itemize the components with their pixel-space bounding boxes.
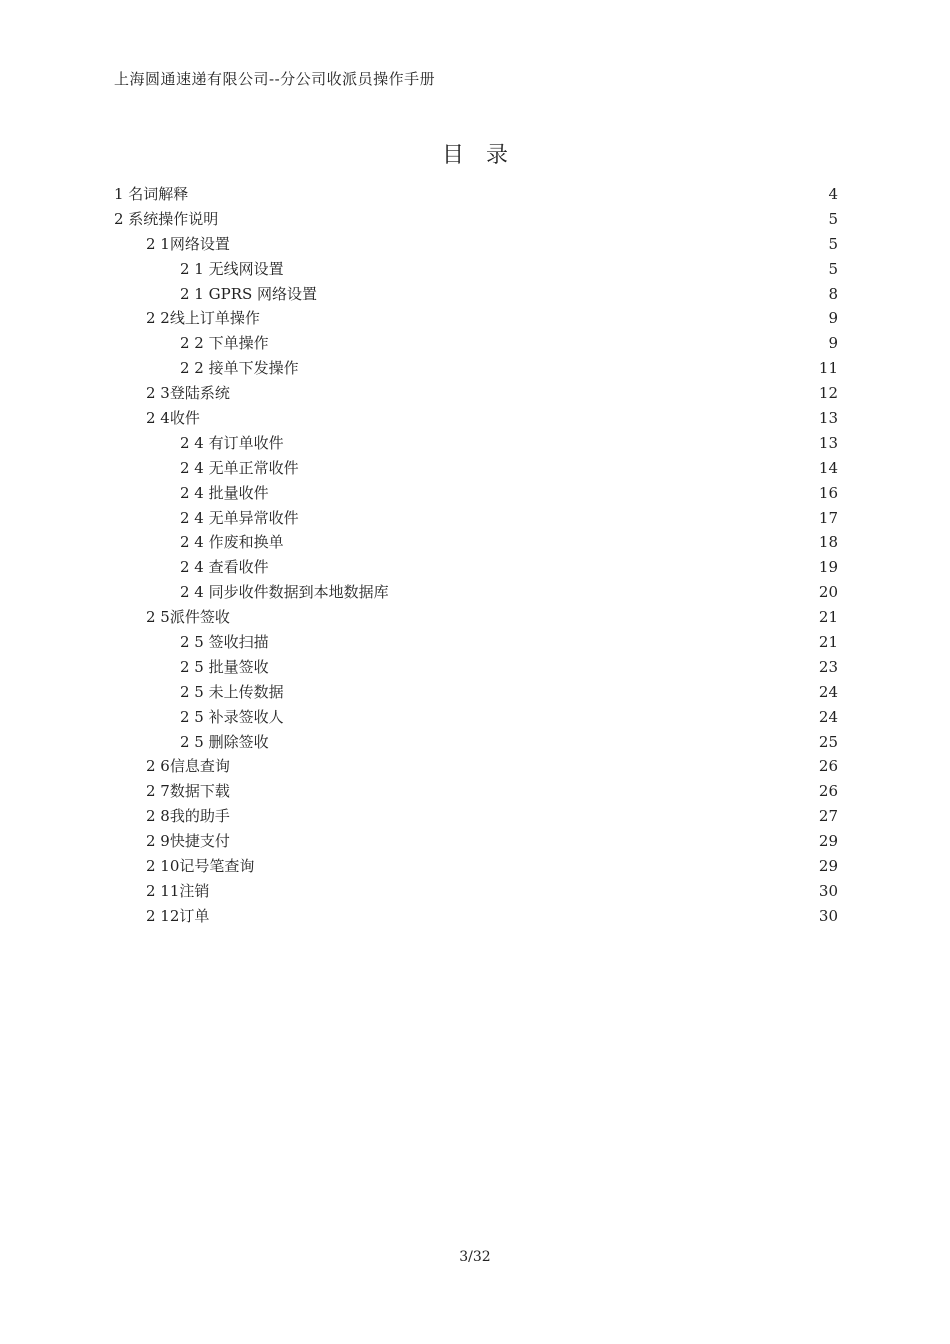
toc-entry[interactable]	[114, 806, 838, 831]
page-title: 目 录	[441, 143, 508, 168]
toc-entry[interactable]	[114, 682, 838, 707]
toc-entry-label: 2 6信息查询	[146, 757, 230, 776]
toc-entry-label: 2 4 查看收件	[180, 558, 269, 577]
toc-entry-label: 2 1网络设置	[146, 234, 230, 253]
toc-entry-page: 11	[818, 359, 838, 378]
toc-entry[interactable]	[114, 259, 838, 284]
toc-entry-page: 21	[818, 608, 838, 627]
toc-entry[interactable]	[114, 333, 838, 358]
toc-entry-page: 29	[818, 857, 838, 876]
toc-entry[interactable]	[114, 184, 838, 209]
toc-entry-page: 14	[818, 458, 838, 477]
toc-entry-label: 2 2 下单操作	[180, 334, 269, 353]
toc-entry-page: 27	[818, 807, 838, 826]
toc-entry-label: 2 10记号笔查询	[146, 857, 255, 876]
toc-entry-label: 2 3登陆系统	[146, 384, 230, 403]
toc-entry-label: 2 5 签收扫描	[180, 633, 269, 652]
toc-entry-label: 2 1 GPRS 网络设置	[180, 284, 318, 303]
toc-entry-page: 24	[818, 707, 838, 726]
toc-entry-label: 2 4 无单正常收件	[180, 458, 299, 477]
toc-entry-label: 2 8我的助手	[146, 807, 230, 826]
toc-entry-page: 13	[818, 433, 838, 452]
toc-entry-page: 16	[818, 483, 838, 502]
toc-entry-page: 5	[828, 259, 838, 278]
toc-entry[interactable]	[114, 632, 838, 657]
toc-entry-page: 30	[818, 881, 838, 900]
toc-entry[interactable]	[114, 881, 838, 906]
toc-entry[interactable]	[114, 209, 838, 234]
toc-entry[interactable]	[114, 607, 838, 632]
toc-entry-label: 2 4 无单异常收件	[180, 508, 299, 527]
toc-entry-label: 2 4 批量收件	[180, 483, 269, 502]
toc-entry-page: 24	[818, 682, 838, 701]
toc-entry-page: 25	[818, 732, 838, 751]
toc-entry-label: 2 5派件签收	[146, 608, 230, 627]
toc-entry-page: 18	[818, 533, 838, 552]
toc-entry-label: 2 7数据下载	[146, 782, 230, 801]
toc-entry-label: 2 4 作废和换单	[180, 533, 284, 552]
toc-entry-page: 4	[828, 185, 838, 203]
toc-entry-label: 2 4收件	[146, 409, 200, 428]
toc-entry[interactable]	[114, 756, 838, 781]
toc-entry[interactable]	[114, 483, 838, 508]
toc-entry-page: 8	[828, 284, 838, 303]
toc-entry-label: 2 4 有订单收件	[180, 433, 284, 452]
page-header: 上海圆通速递有限公司--分公司收派员操作手册	[114, 70, 436, 88]
toc-entry[interactable]	[114, 308, 838, 333]
toc-entry-page: 13	[818, 409, 838, 428]
toc-entry-label: 2 9快捷支付	[146, 832, 230, 851]
toc-entry[interactable]	[114, 582, 838, 607]
toc-entry-page: 5	[828, 209, 838, 228]
toc-entry-page: 5	[828, 234, 838, 253]
toc-entry[interactable]	[114, 234, 838, 259]
toc-entry-page: 30	[818, 906, 838, 925]
toc-entry[interactable]	[114, 781, 838, 806]
toc-entry[interactable]	[114, 383, 838, 408]
toc-entry[interactable]	[114, 856, 838, 881]
toc-entry[interactable]	[114, 508, 838, 533]
toc-entry-label: 2 2 接单下发操作	[180, 359, 299, 378]
toc-entry-page: 19	[818, 558, 838, 577]
toc-entry[interactable]	[114, 408, 838, 433]
toc-entry-page: 20	[818, 583, 838, 602]
toc-entry-page: 26	[818, 782, 838, 801]
page-number: 3/32	[459, 1249, 491, 1265]
toc-entry-label: 2 5 补录签收人	[180, 707, 284, 726]
toc-entry-label: 1 名词解释	[114, 185, 189, 203]
toc-entry-label: 2 4 同步收件数据到本地数据库	[180, 583, 389, 602]
toc-entry[interactable]	[114, 458, 838, 483]
toc-entry-label: 2 5 未上传数据	[180, 682, 284, 701]
toc-entry-label: 2 5 批量签收	[180, 657, 269, 676]
toc-entry[interactable]	[114, 707, 838, 732]
toc-entry-page: 9	[828, 334, 838, 353]
toc-entry[interactable]	[114, 831, 838, 856]
toc-entry[interactable]	[114, 532, 838, 557]
toc-entry-label: 2 2线上订单操作	[146, 309, 260, 328]
toc-entry[interactable]	[114, 732, 838, 757]
toc-entry[interactable]	[114, 358, 838, 383]
toc-entry-label: 2 5 删除签收	[180, 732, 269, 751]
toc-entry-label: 2 1 无线网设置	[180, 259, 284, 278]
toc-entry[interactable]	[114, 906, 838, 931]
table-of-contents	[114, 184, 838, 931]
toc-entry[interactable]	[114, 657, 838, 682]
toc-entry-page: 9	[828, 309, 838, 328]
toc-entry-page: 12	[818, 384, 838, 403]
toc-entry-page: 23	[818, 657, 838, 676]
toc-entry-page: 21	[818, 633, 838, 652]
toc-entry[interactable]	[114, 557, 838, 582]
toc-entry-label: 2 12订单	[146, 906, 210, 925]
toc-entry-page: 26	[818, 757, 838, 776]
toc-entry-page: 17	[818, 508, 838, 527]
toc-entry[interactable]	[114, 284, 838, 309]
toc-entry-label: 2 系统操作说明	[114, 209, 219, 228]
toc-entry-label: 2 11注销	[146, 881, 210, 900]
toc-entry-page: 29	[818, 832, 838, 851]
toc-entry[interactable]	[114, 433, 838, 458]
